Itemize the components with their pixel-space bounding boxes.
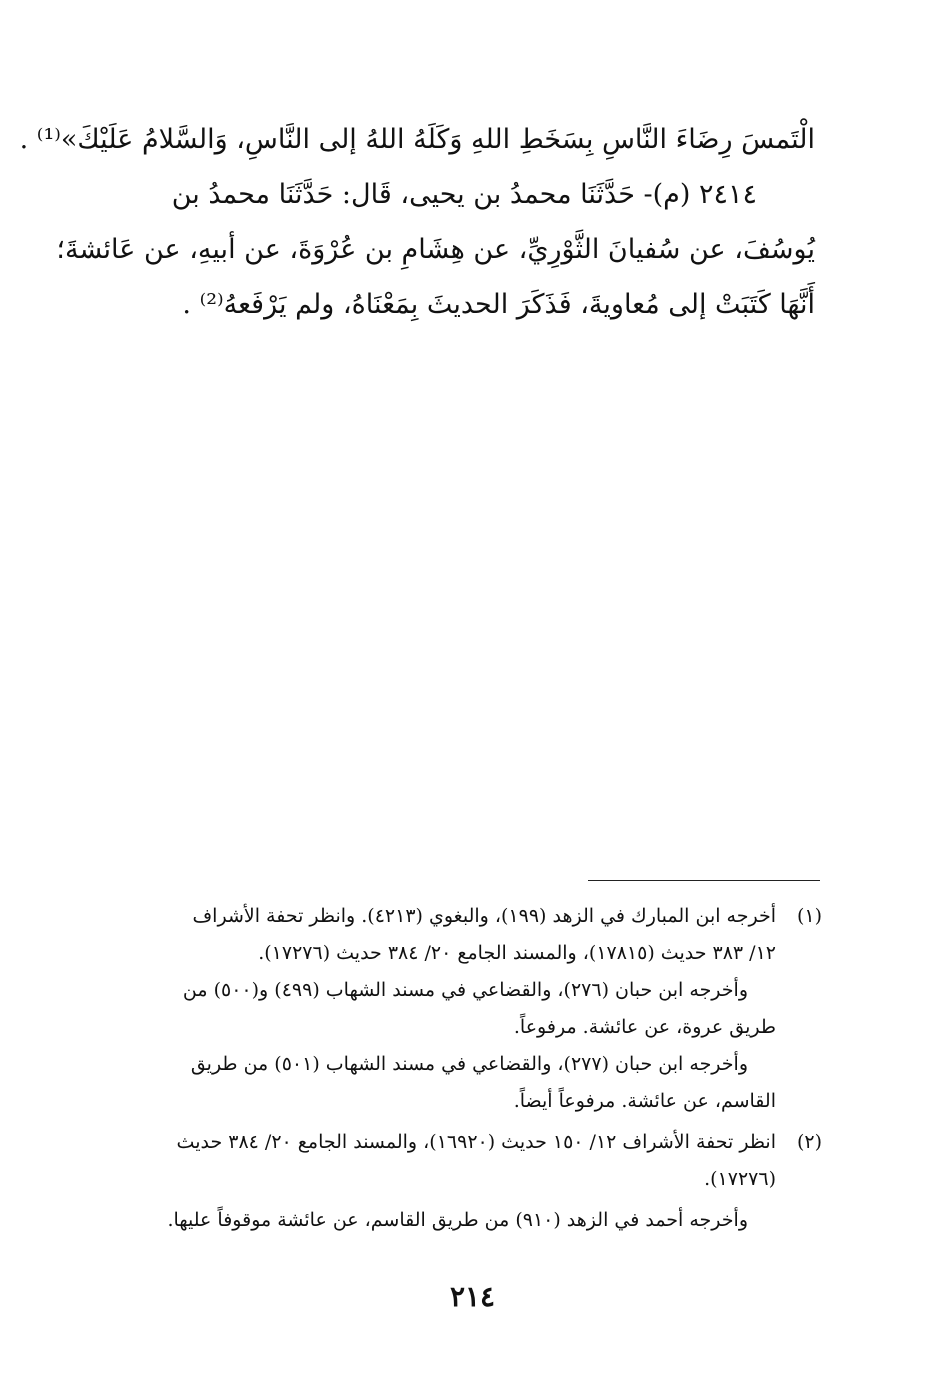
main-text-block: [19, 112, 815, 332]
footnote-1-line-1: أخرجه ابن المبارك في الزهد (١٩٩)، والبغوي (٤٢١٣). وانظر تحفة الأشراف: [192, 905, 776, 927]
footnote-1-paragraph-3: [100, 1046, 822, 1120]
hadith-2414-line-2: يُوسُفَ، عن سُفيانَ الثَّوْرِيِّ، عن هِشَامِ بن عُرْوَةَ، عن أبيهِ، عن عَائشةَ؛: [56, 234, 815, 265]
footnotes-block: [100, 898, 822, 1239]
footnote-1-number: (١): [796, 905, 822, 927]
footnote-1: [100, 898, 822, 972]
footnote-1-body: [100, 898, 776, 972]
footnote-2-para2-line-1: وأخرجه أحمد في الزهد (٩١٠) من طريق القاسم، عن عائشة موقوفاً عليها.: [167, 1209, 748, 1231]
hadith-2414-line-3: أَنَّهَا كَتَبَتْ إلى مُعاويةَ، فَذَكَرَ الحديثَ بِمَعْنَاهُ، ولم يَرْفَعهُ⁽²⁾ .: [182, 289, 815, 320]
footnote-2-line-2: (١٧٢٧٦).: [704, 1168, 776, 1190]
footnote-2-body: [100, 1124, 776, 1198]
footnote-1-line-2: ١٢/ ٣٨٣ حديث (١٧٨١٥)، والمسند الجامع ٢٠/ ٣٨٤ حديث (١٧٢٧٦).: [258, 942, 776, 964]
footnote-divider: [588, 880, 820, 881]
footnote-1-para3-line-1: وأخرجه ابن حبان (٢٧٧)، والقضاعي في مسند الشهاب (٥٠١) من طريق: [190, 1053, 748, 1075]
footnote-2-line-1: انظر تحفة الأشراف ١٢/ ١٥٠ حديث (١٦٩٢٠)، والمسند الجامع ٢٠/ ٣٨٤ حديث: [176, 1131, 776, 1153]
main-text-line-1: الْتَمسَ رِضَاءَ النَّاسِ بِسَخَطِ اللهِ وَكَلَهُ اللهُ إلى النَّاسِ، وَالسَّلامُ عَلَيْكَ»⁽¹⁾ .: [19, 124, 815, 155]
hadith-2414-line-1: ٢٤١٤ (م)- حَدَّثَنَا محمدُ بن يحيى، قَال: حَدَّثَنَا محمدُ بن: [171, 179, 757, 210]
footnote-1-paragraph-2: [100, 972, 822, 1046]
footnote-2-number: (٢): [796, 1131, 822, 1153]
footnote-1-para2-line-1: وأخرجه ابن حبان (٢٧٦)، والقضاعي في مسند الشهاب (٤٩٩) و(٥٠٠) من: [182, 979, 748, 1001]
page-number: ٢١٤: [449, 1280, 496, 1313]
footnote-1-para2-line-2: طريق عروة، عن عائشة. مرفوعاً.: [513, 1016, 776, 1038]
footnote-2: [100, 1124, 822, 1198]
footnote-1-para3-line-2: القاسم، عن عائشة. مرفوعاً أيضاً.: [513, 1090, 776, 1112]
footnote-2-paragraph-2: [100, 1202, 822, 1239]
